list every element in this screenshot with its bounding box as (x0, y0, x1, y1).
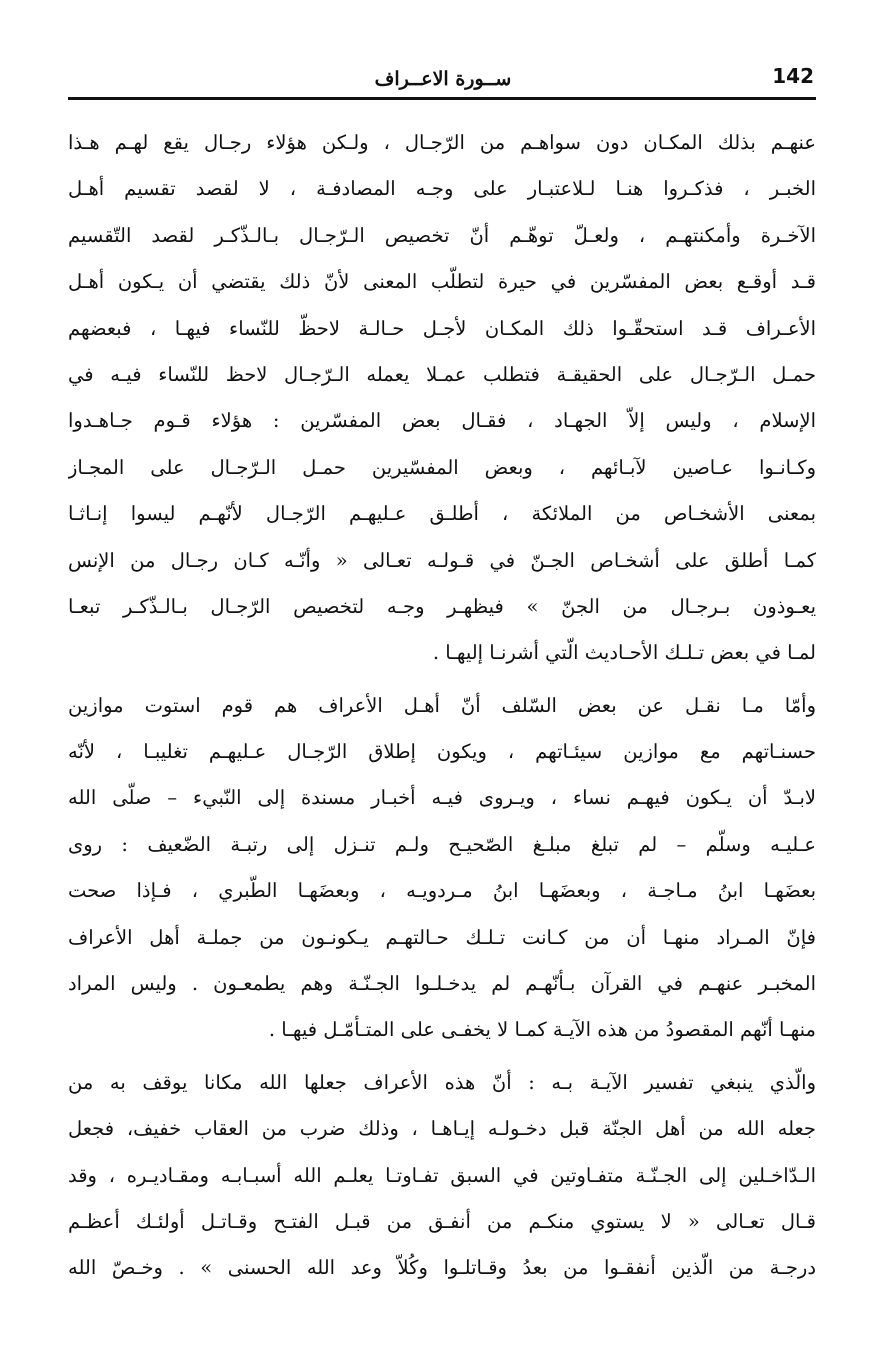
text-line: حمـل الـرّجـال على الحقيقـة فتطلب عمـلا يعمله الـرّجـال لاحظ للنّساء فيـه في (68, 362, 816, 386)
text-line: كمـا أطلق على أشخـاص الجـنّ في قـولـه تعـالى « وأنّـه كـان رجـال من الإنس (68, 548, 816, 572)
text-line: المخبـر عنهـم في القرآن بـأنّهـم لم يدخـلـوا الجـنّـة وهم يطمعـون . وليس المراد (68, 972, 816, 996)
text-line: منهـا أنّهم المقصودُ من هذه الآيـة كمـا لا يخفـى على المتـأمّـل فيهـا . (268, 1018, 816, 1042)
text-line: لمـا في بعض تـلـك الأحـاديث الّتي أشرنـا إليهـا . (432, 641, 816, 665)
text-line: والّذي ينبغي تفسير الآيـة بـه : أنّ هذه الأعراف جعلها الله مكانا يوقف به من (68, 1070, 816, 1094)
paragraph-2 (68, 683, 816, 1054)
page-header (68, 62, 816, 102)
text-line: درجـة من الّذين أنفقـوا من بعدُ وقـاتلـوا وكُلاّ وعد الله الحسنى » . وخـصّ الله (68, 1256, 816, 1280)
text-line: الآخـرة وأمكنتهـم ، ولعـلّ توهّـم أنّ تخصيص الـرّجـال بـالـذّكـر لقصد التّقسيم (68, 223, 816, 247)
text-line: عنهـم بذلك المكـان دون سواهـم من الرّجـال ، ولـكن هؤلاء رجـال يقع لهـم هـذا (68, 131, 816, 154)
text-line: بمعنى الأشخـاص من الملائكة ، أطلـق عـليهـم الرّجـال لأنّهـم ليسوا إنـاثـا (68, 502, 816, 526)
text-line: الـدّاخـلين إلى الجـنّـة متفـاوتين في السبق تفـاوتـا يعلـم الله أسبـابـه ومقـاديـره ، وقد (68, 1163, 816, 1187)
text-line: لابـدّ أن يـكون فيهـم نساء ، ويـروى فيـه أخبـار مسندة إلى النّبيء – صلّى الله (68, 786, 816, 810)
text-line: يعـوذون بـرجـال من الجنّ » فيظهـر وجـه لتخصيص الرّجـال بـالـذّكـر تبعـا (68, 594, 816, 618)
header-rule (68, 97, 816, 100)
text-line: الخبـر ، فذكـروا هنـا لـلاعتبـار على وجـه المصادفـة ، لا لقصد تقسيم أهـل (68, 177, 816, 201)
text-line: عـليـه وسلّم – لم تبلغ مبلـغ الصّحيـح ولـم تنـزل إلى رتبـة الضّعيف : روى (68, 832, 816, 856)
page-number: 142 (772, 64, 814, 88)
text-line: فإنّ المـراد منهـا أن من كـانت تـلـك حـالتهـم يـكونـون من جملـة أهل الأعراف (68, 925, 816, 949)
text-line: وأمّا مـا نقـل عن بعض السّلف أنّ أهـل الأعراف هم قوم استوت موازين (68, 693, 816, 717)
text-line: جعله الله من أهل الجنّة قبل دخـولـه إيـاهـا ، وذلك ضرب من العقاب خفيف، فجعل (68, 1117, 816, 1141)
text-line: قـد أوقـع بعض المفسّرين في حيرة لتطلّب المعنى لأنّ ذلك يقتضي أن يـكون أهـل (68, 270, 816, 294)
text-line: الأعـراف قـد استحقّـوا ذلك المكـان لأجـل حـالـة لاحظّ للنّساء فيهـا ، فبعضهم (68, 316, 816, 340)
text-line: وكـانـوا عـاصين لآبـائهم ، وبعض المفسّيرين حمـل الـرّجـال على المجـاز (68, 455, 816, 479)
text-line: حسنـاتهم مع موازين سيئـاتهم ، ويكون إطلاق الرّجـال عـليهـم تغليبـا ، لأنّه (68, 740, 816, 764)
text-line: الإسلام ، وليس إلاّ الجهـاد ، فقـال بعض المفسّرين : هؤلاء قـوم جـاهـدوا (68, 409, 816, 433)
paragraph-3 (68, 1060, 816, 1292)
running-title: ســورة الاعــراف (374, 68, 512, 90)
paragraph-1 (68, 120, 816, 677)
text-line: قـال تعـالى « لا يستوي منكـم من أنفـق من قبـل الفتـح وقـاتـل أولئـك أعظـم (68, 1209, 816, 1233)
body-text (68, 120, 816, 1292)
text-line: بعضَهـا ابنُ مـاجـة ، وبعضَهـا ابنُ مـردويـه ، وبعضَهـا الطّبري ، فـإذا صحت (68, 879, 816, 903)
